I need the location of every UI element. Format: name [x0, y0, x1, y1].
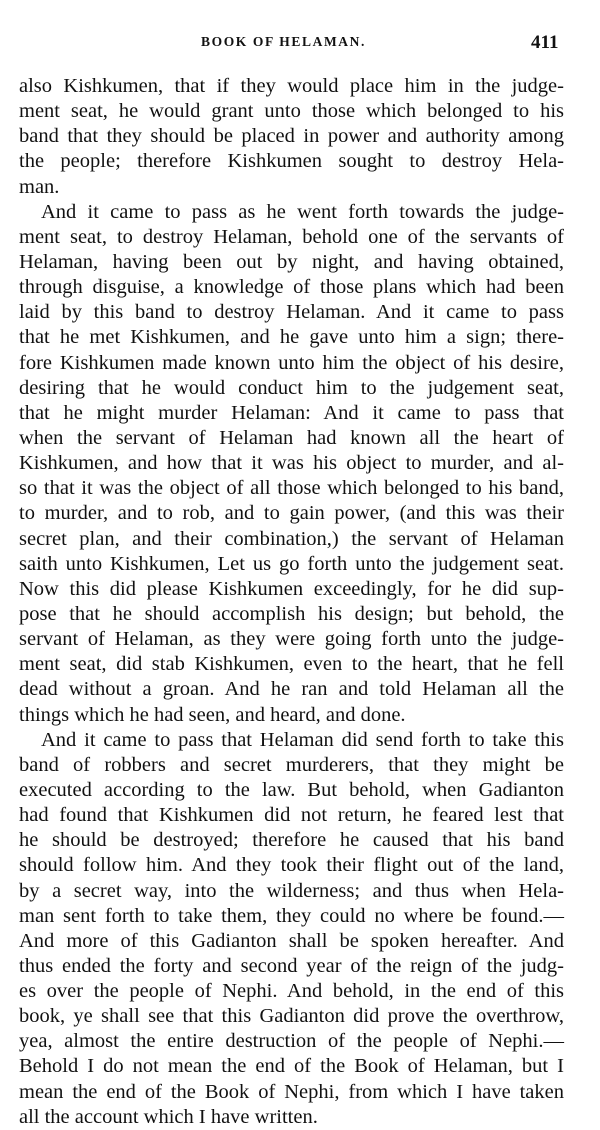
text-line: so that it was the object of all those which belonged to his band, [19, 477, 564, 500]
text-line: ment seat, to destroy Helaman, behold one of the servants of [19, 225, 564, 248]
text-line: es over the people of Nephi. And behold, in the end of this [19, 980, 564, 1003]
body-text [19, 74, 564, 1130]
text-line: book, ye shall see that this Gadianton did prove the overthrow, [19, 1005, 564, 1028]
text-line: pose that he should accomplish his design; but behold, the [19, 602, 564, 625]
text-line: should follow him. And they took their flight out of the land, [19, 854, 564, 877]
text-line: through disguise, a knowledge of those plans which had been [19, 276, 564, 299]
text-line: Behold I do not mean the end of the Book of Helaman, but I [19, 1055, 564, 1078]
text-line: man. [19, 175, 60, 198]
text-line: all the account which I have written. [19, 1105, 318, 1128]
text-line: he should be destroyed; therefore he caused that his band [19, 829, 564, 852]
text-line: thus ended the forty and second year of the reign of the judg- [19, 954, 564, 977]
text-line: band that they should be placed in power and authority among [19, 125, 564, 148]
text-line: laid by this band to destroy Helaman. And it came to pass [19, 301, 564, 324]
text-line: things which he had seen, and heard, and done. [19, 703, 406, 726]
paragraph [19, 728, 564, 1130]
text-line: desiring that he would conduct him to the judgement seat, [19, 376, 564, 399]
text-line: the people; therefore Kishkumen sought to destroy Hela- [19, 150, 564, 173]
running-title: BOOK OF HELAMAN. [201, 34, 366, 49]
text-line: Helaman, having been out by night, and having obtained, [19, 250, 564, 273]
text-line: had found that Kishkumen did not return, he feared lest that [19, 804, 564, 827]
text-line: And more of this Gadianton shall be spoken hereafter. And [19, 929, 564, 952]
text-line: secret plan, and their combination,) the servant of Helaman [19, 527, 564, 550]
text-line: ment seat, did stab Kishkumen, even to the heart, that he fell [19, 653, 564, 676]
text-line: fore Kishkumen made known unto him the object of his desire, [19, 351, 564, 374]
text-line: Kishkumen, and how that it was his object to murder, and al- [19, 452, 564, 475]
text-line: Now this did please Kishkumen exceedingly, for he did sup- [19, 577, 564, 600]
text-line: saith unto Kishkumen, Let us go forth unto the judgement seat. [19, 552, 564, 575]
page-header [0, 32, 600, 56]
text-line: And it came to pass that Helaman did send forth to take this [41, 728, 564, 751]
page-number: 411 [531, 32, 559, 53]
paragraph [19, 74, 564, 200]
text-line: that he might murder Helaman: And it came to pass that [19, 401, 564, 424]
text-line: by a secret way, into the wilderness; and thus when Hela- [19, 879, 564, 902]
text-line: band of robbers and secret murderers, that they might be [19, 753, 564, 776]
text-line: also Kishkumen, that if they would place him in the judge- [19, 75, 564, 97]
text-line: executed according to the law. But behold, when Gadianton [19, 778, 564, 801]
text-line: when the servant of Helaman had known all the heart of [19, 426, 564, 449]
text-line: yea, almost the entire destruction of the people of Nephi.— [19, 1030, 564, 1053]
text-line: to murder, and to rob, and to gain power, (and this was their [19, 502, 564, 525]
text-line: And it came to pass as he went forth towards the judge- [41, 200, 564, 223]
text-line: that he met Kishkumen, and he gave unto him a sign; there- [19, 326, 564, 349]
text-line: man sent forth to take them, they could no where be found.— [19, 904, 564, 927]
text-line: servant of Helaman, as they were going forth unto the judge- [19, 628, 564, 651]
paragraph [19, 200, 564, 728]
text-line: ment seat, he would grant unto those which belonged to his [19, 100, 564, 123]
text-line: dead without a groan. And he ran and told Helaman all the [19, 678, 564, 701]
text-line: mean the end of the Book of Nephi, from which I have taken [19, 1080, 564, 1103]
